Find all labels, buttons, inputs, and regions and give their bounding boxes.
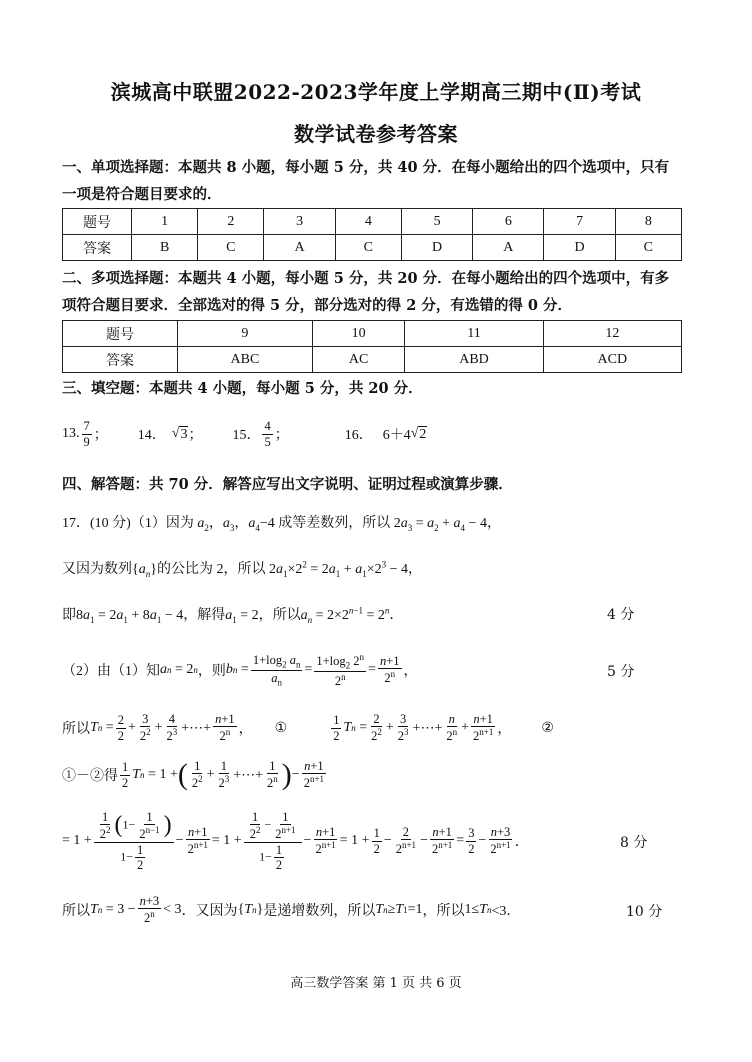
- page-footer: 高三数学答案 第 1 页 共 6 页: [290, 976, 462, 991]
- table-cell: C: [335, 235, 401, 261]
- answer-16: 16． 6＋4 √ 2: [344, 426, 427, 443]
- section4-heading: 四、解答题：共 70 分．解答应写出文字说明、证明过程或演算步骤．: [62, 476, 513, 493]
- table-cell: AC: [312, 347, 405, 373]
- table-cell: 5: [401, 209, 472, 235]
- exam-subtitle: 数学试卷参考答案: [294, 122, 458, 146]
- table-cell: D: [544, 235, 615, 261]
- q17-part2-line: （2）由（1）知 a n = 2 n ，则 b n = $\frac{1+\log_2 a_n}{a_n}$ = $\frac{1+\log_2 2^n}{2^n}$ = $\frac{n+1}{2^n}$ ，: [62, 651, 418, 688]
- answer-13: 13. $\frac{7}{9}$ ；: [62, 419, 108, 449]
- sqrt-icon: √: [171, 426, 180, 441]
- section2-heading-line2: 项符合题目要求．全部选对的得 5 分，部分选对的得 2 分，有选错的得 0 分．: [62, 297, 573, 314]
- q17-difference-line: ①－②得 $\frac{1}{2}$ T n = 1 + ( $\frac{1}{2^2}$ + $\frac{1}{2^3}$ +⋯+ $\frac{1}{2^n}$ ) − $\frac{n+1}{2^{n+1}}$: [62, 758, 325, 791]
- equation-marker-2: ②: [541, 720, 554, 736]
- row-header: 答案: [63, 347, 178, 373]
- row-header: 题号: [63, 209, 132, 235]
- exam-title: 滨城高中联盟2022-2023学年度上学期高三期中(Ⅱ)考试: [110, 80, 642, 104]
- table-cell: A: [264, 235, 335, 261]
- section1-heading-line2: 一项是符合题目要求的．: [62, 186, 222, 203]
- answer-14: 14． √ 3 ；: [137, 426, 203, 443]
- table-cell: 8: [615, 209, 681, 235]
- table-row: [63, 209, 682, 235]
- section1-heading-line1: 一、单项选择题：本题共 8 小题，每小题 5 分，共 40 分．在每小题给出的四个选项中，只有: [62, 159, 670, 176]
- table-cell: 7: [544, 209, 615, 235]
- fill-in-answers: [62, 412, 702, 456]
- table-cell: B: [132, 235, 198, 261]
- row-header: 答案: [63, 235, 132, 261]
- table-cell: ACD: [543, 347, 681, 373]
- answer-15: 15． $\frac{4}{5}$ ；: [232, 419, 289, 449]
- section3-heading: 三、填空题：本题共 4 小题，每小题 5 分，共 20 分．: [62, 380, 423, 397]
- single-choice-answer-table: [62, 208, 682, 261]
- multi-choice-answer-table: [62, 320, 682, 373]
- table-cell: 10: [312, 321, 405, 347]
- score-4: 4 分: [607, 607, 635, 623]
- table-row: [63, 347, 682, 373]
- sqrt-icon: √: [410, 426, 419, 441]
- q17-conclusion-line: 所以 T n = 3 − $\frac{n+3}{2^n}$ < 3 ．又因为 { T n } 是递增数列，所以 T n ≥ T 1 =1 ，所以 1≤ T n <3．: [62, 894, 521, 926]
- table-cell: 6: [473, 209, 544, 235]
- table-cell: 9: [178, 321, 313, 347]
- q17-line2: 又因为数列$\{a_n\}$的公比为 2，所以 $2a_1\times 2^2 = 2a_1 + a_1\times 2^3 - 4$，: [62, 559, 422, 579]
- score-5: 5 分: [607, 664, 635, 680]
- row-header: 题号: [63, 321, 178, 347]
- table-cell: C: [615, 235, 681, 261]
- q17-sum-line: 所以 T n = $\frac{2}{2}$ + $\frac{3}{2^2}$ + $\frac{4}{2^3}$ +⋯+ $\frac{n+1}{2^n}$ ， ① $\frac{1}{2}$ T n = $\frac{2}{2^2}$ + $\frac{3}{2^3}$ +⋯+ $\frac{n}{2^n}$ + $\frac{n+1}{2^{n+1}}$ ， ②: [62, 712, 554, 744]
- table-cell: 1: [132, 209, 198, 235]
- table-cell: 12: [543, 321, 681, 347]
- section2-heading-line1: 二、多项选择题：本题共 4 小题，每小题 5 分，共 20 分．在每小题给出的四个选项中，有多: [62, 270, 670, 287]
- q17-line3: 即$8a_1 = 2a_1 + 8a_1 - 4$，解得$a_1 = 2$，所以$a_n = 2\times 2^{n-1} = 2^n$．: [62, 605, 404, 625]
- score-8: 8 分: [620, 835, 648, 851]
- table-cell: 4: [335, 209, 401, 235]
- table-cell: 11: [405, 321, 543, 347]
- q17-evaluation-line: = 1 + $\frac{1}{2^2}$ (1− $\frac{1}{2^{n-1}}$ ) 1− $\frac{1}{2}$ − $\frac{n+1}{2^{n+1}}$ = 1 + $\frac{1}{2^2}$ − $\frac{1}{2^{n+1}}$ 1− $\frac{1}{2}$ − $\frac{n+1}{2^{n+1}}$ = 1 + $\frac{1}{2}$ − $\frac{2}{2^{n+1}}$ − $\frac{n+1}{2^{n+1}}$ = $\frac{3}{2}$ − $\frac{n+3}{2^{n+1}}$ ．: [62, 809, 529, 872]
- table-cell: C: [198, 235, 264, 261]
- table-cell: A: [473, 235, 544, 261]
- table-cell: ABC: [178, 347, 313, 373]
- table-row: [63, 321, 682, 347]
- table-cell: D: [401, 235, 472, 261]
- table-row: [63, 235, 682, 261]
- q17-line1: 17．(10 分)（1）因为 $a_2$，$a_3$，$a_4-4$ 成等差数列，所以 $2a_3 = a_2 + a_4 - 4$，: [62, 516, 501, 533]
- table-cell: ABD: [405, 347, 543, 373]
- equation-marker-1: ①: [274, 720, 288, 736]
- table-cell: 2: [198, 209, 264, 235]
- score-10: 10 分: [626, 904, 663, 920]
- table-cell: 3: [264, 209, 335, 235]
